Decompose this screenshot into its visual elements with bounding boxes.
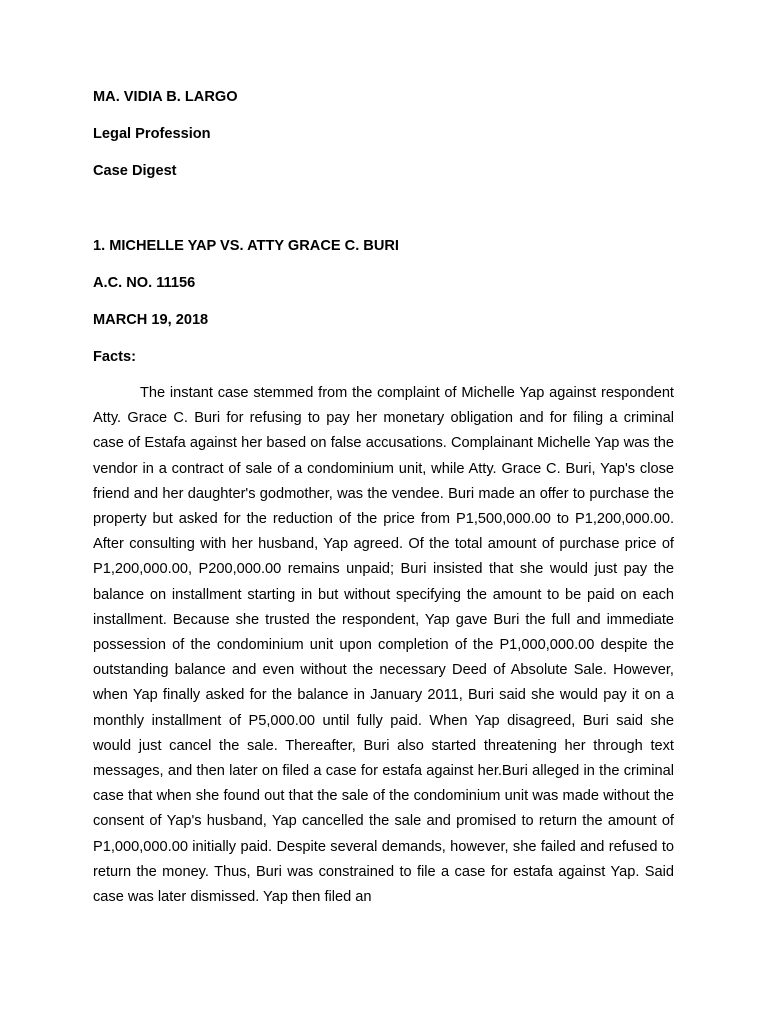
document-type: Case Digest xyxy=(93,163,177,179)
case-number: A.C. NO. 11156 xyxy=(93,275,196,291)
author-name: MA. VIDIA B. LARGO xyxy=(93,89,238,105)
case-date: MARCH 19, 2018 xyxy=(93,312,209,328)
subject-line: Legal Profession xyxy=(93,126,211,142)
facts-heading: Facts: xyxy=(93,349,136,365)
facts-paragraph: The instant case stemmed from the complaint of Michelle Yap against respondent Atty. Grace C. Buri for refusing to pay her monetary obligation and for filing a criminal case of Estafa against her based on false accusations. Complainant Michelle Yap was the vendor in a contract of sale of a condominium unit, while Atty. Grace C. Buri, Yap's close friend and her daughter's godmother, was the vendee. Buri made an offer to purchase the property but asked for the reduction of the price from P1,500,000.00 to P1,200,000.00. After consulting with her husband, Yap agreed. Of the total amount of purchase price of P1,200,000.00, P200,000.00 remains unpaid; Buri insisted that she would just pay the balance on installment starting in but without specifying the amount to be paid on each installment. Because she trusted the respondent, Yap gave Buri the full and immediate possession of the condominium unit upon completion of the P1,000,000.00 despite the outstanding balance and even without the necessary Deed of Absolute Sale. However, when Yap finally asked for the balance in January 2011, Buri said she would pay it on a monthly installment of P5,000.00 until fully paid. When Yap disagreed, Buri said she would just cancel the sale. Thereafter, Buri also started threatening her through text messages, and then later on filed a case for estafa against her.Buri alleged in the criminal case that when she found out that the sale of the condominium unit was made without the consent of Yap's husband, Yap cancelled the sale and promised to return the amount of P1,000,000.00 initially paid. Despite several demands, however, she failed and refused to return the money. Thus, Buri was constrained to file a case for estafa against Yap. Said case was later dismissed. Yap then filed an xyxy=(93,385,674,906)
case-title: 1. MICHELLE YAP VS. ATTY GRACE C. BURI xyxy=(93,238,399,254)
